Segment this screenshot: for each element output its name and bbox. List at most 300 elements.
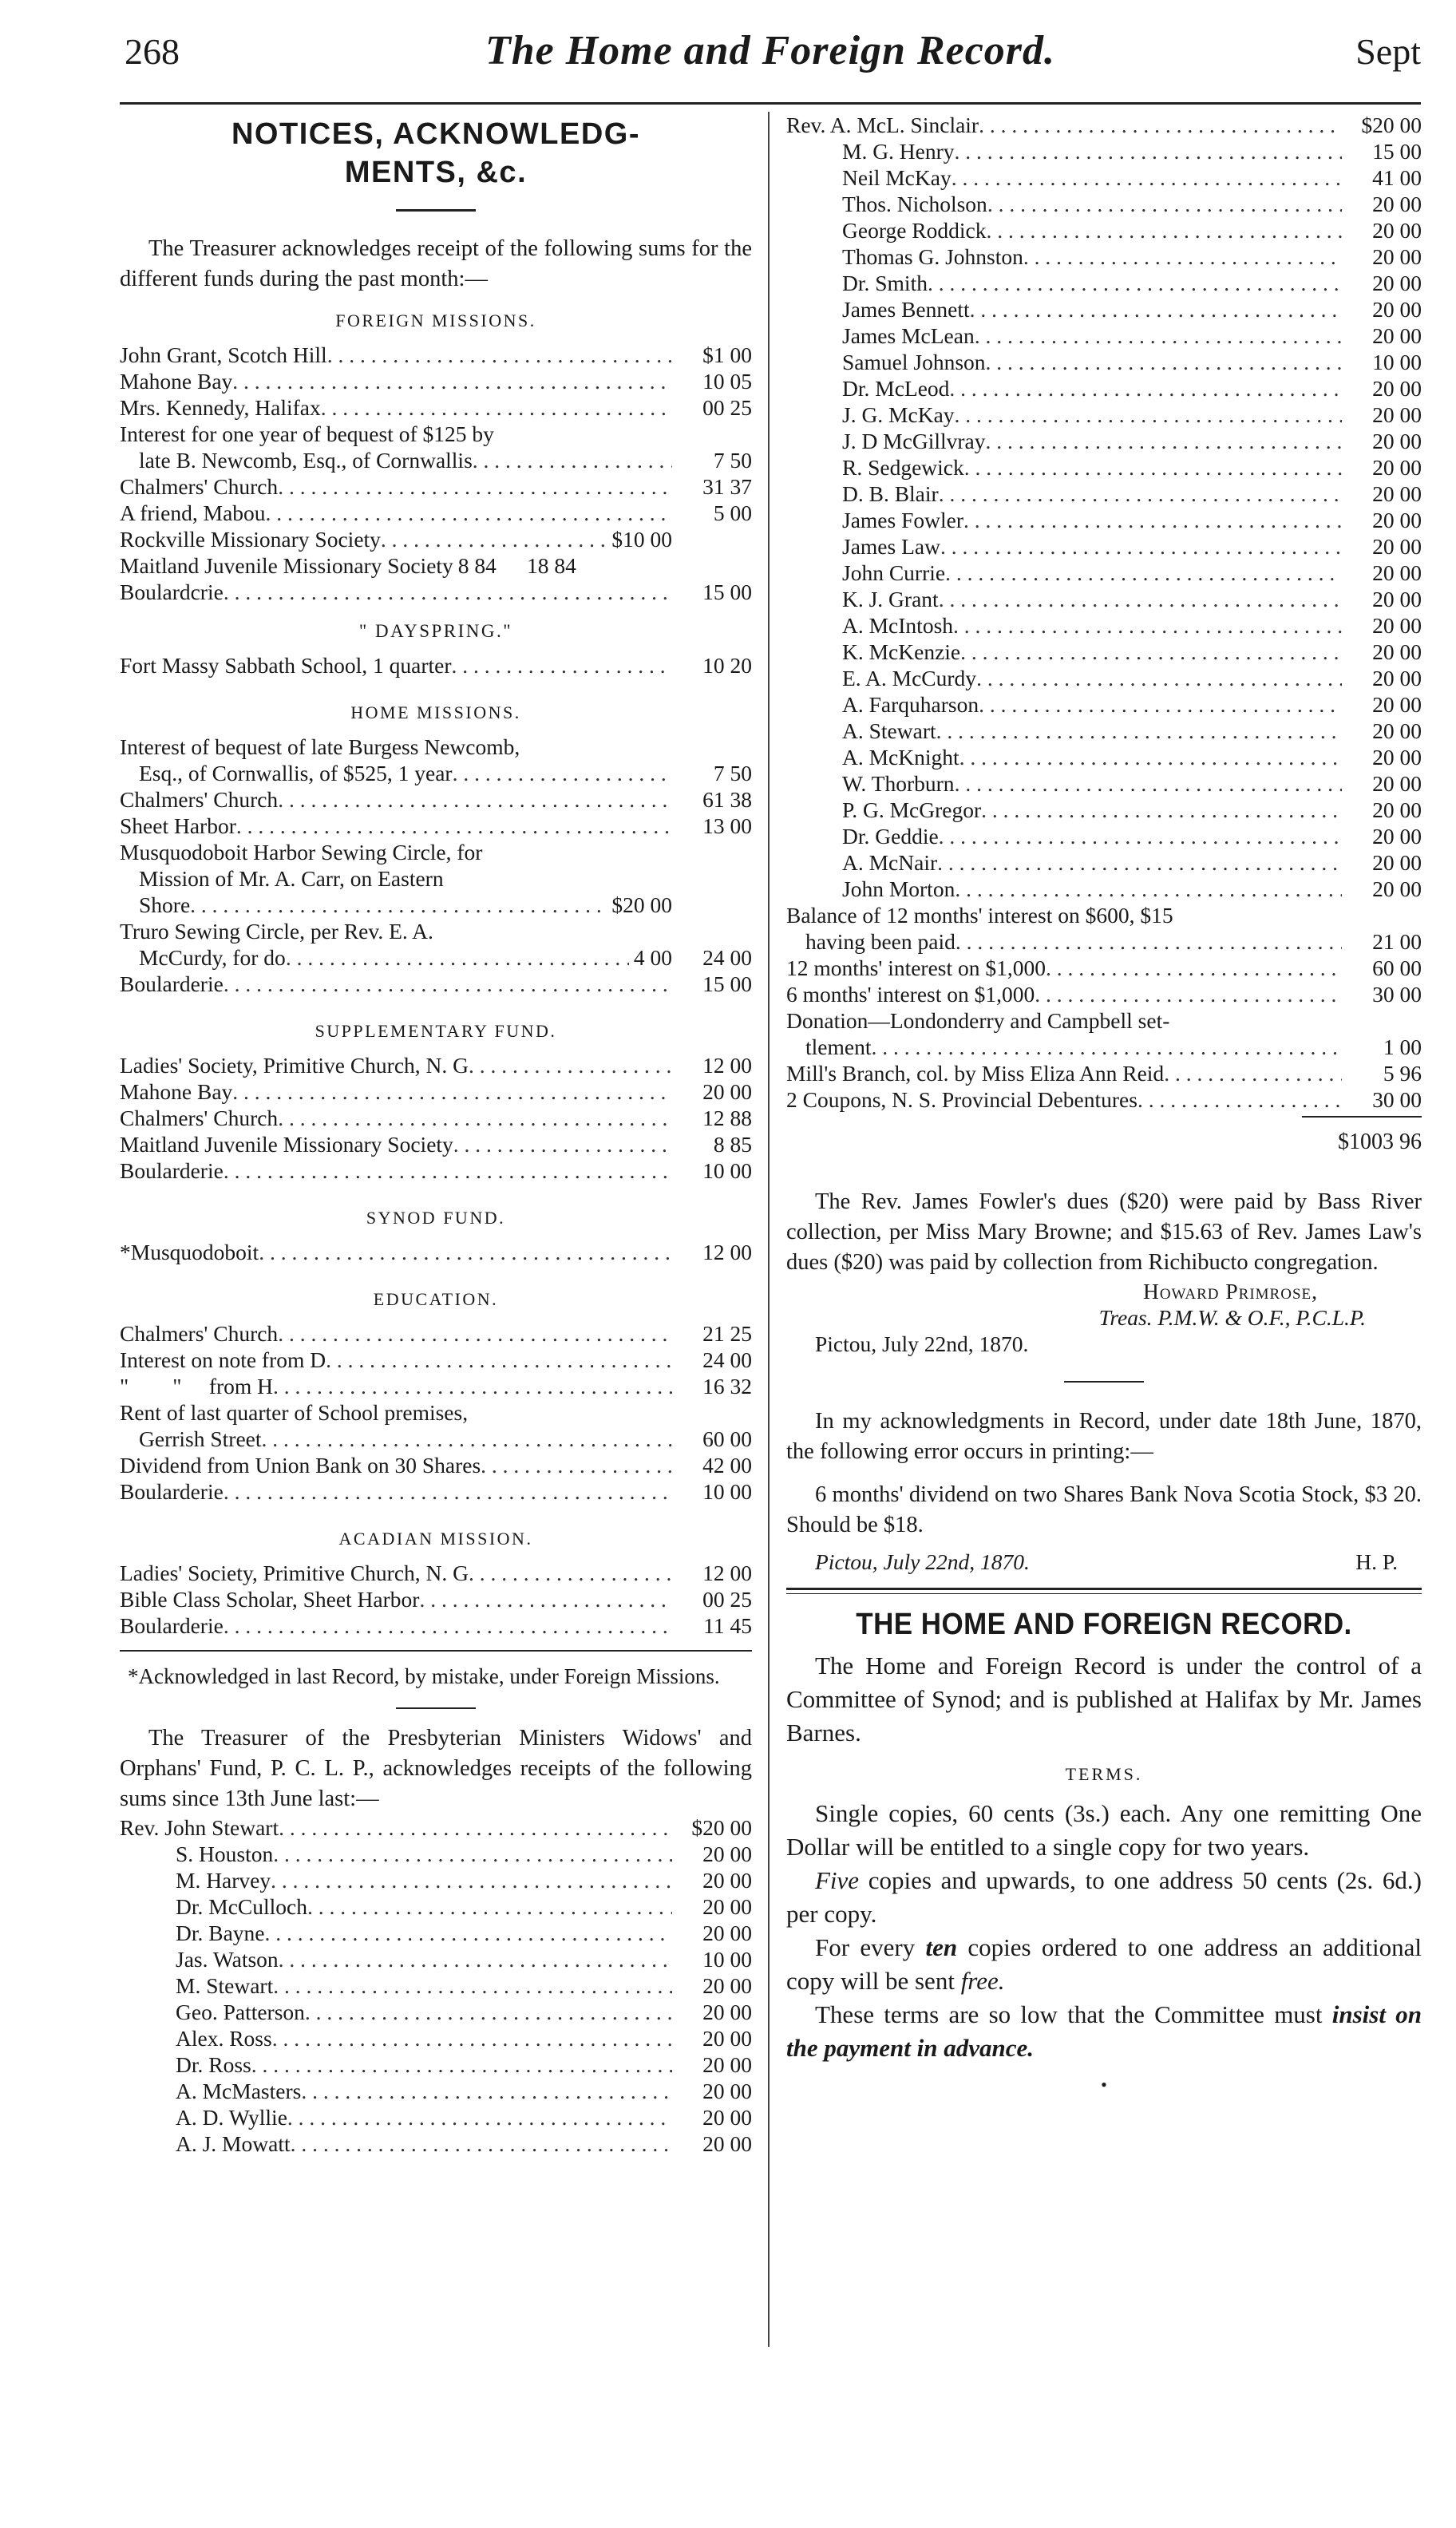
ledger-amount: 20 00 xyxy=(702,1079,752,1104)
leader-dots xyxy=(262,1426,673,1452)
ledger-amount: 20 00 xyxy=(702,2000,752,2024)
leader-dots xyxy=(979,691,1342,718)
ledger-label: J. G. McKay xyxy=(842,402,955,427)
running-header xyxy=(120,24,1421,96)
ledger-amount: 20 00 xyxy=(1372,797,1422,822)
ledger-row xyxy=(120,526,752,552)
ledger-row xyxy=(120,1586,752,1612)
leader-dots xyxy=(287,2104,672,2130)
record-title: THE HOME AND FOREIGN RECORD. xyxy=(856,1608,1352,1641)
ledger-amount: 20 00 xyxy=(1372,718,1422,743)
ledger-amount: 20 00 xyxy=(1372,613,1422,638)
leader-dots xyxy=(453,1131,672,1157)
ledger-row xyxy=(120,760,752,786)
leader-dots xyxy=(266,500,672,526)
ledger-row xyxy=(786,665,1422,691)
ledger-amount: $20 00 xyxy=(691,1815,752,1840)
ledger-label: D. B. Blair xyxy=(842,481,939,506)
ledger-amount: 20 00 xyxy=(702,2052,752,2077)
ledger-amount: 20 00 xyxy=(1372,560,1422,585)
leader-dots xyxy=(469,1560,672,1586)
ledger-label: Esq., of Cornwallis, of $525, 1 year xyxy=(139,761,453,785)
ledger-label: W. Thorburn xyxy=(842,771,955,796)
ledger-amount: 20 00 xyxy=(702,2079,752,2103)
ledger-amount: 20 00 xyxy=(1372,534,1422,559)
ledger-label: Alex. Ross xyxy=(176,2026,272,2051)
ledger-amount: $20 00 xyxy=(1361,113,1422,137)
ledger-label: John Grant, Scotch Hill xyxy=(120,342,327,367)
ledger-row xyxy=(786,296,1422,322)
ledger-label: James Fowler xyxy=(842,508,963,532)
end-mark: • xyxy=(1101,2075,1107,2095)
ledger-row xyxy=(786,164,1422,191)
ledger-row xyxy=(120,1972,752,1999)
leader-dots xyxy=(940,533,1342,560)
ledger-row xyxy=(786,691,1422,718)
widows-fund-list-left xyxy=(120,1814,752,2157)
column-divider xyxy=(768,112,770,2347)
ledger-row xyxy=(120,1157,752,1184)
leader-dots xyxy=(949,375,1342,402)
leader-dots xyxy=(278,1105,672,1131)
ledger-row xyxy=(120,652,752,678)
ledger-label: Gerrish Street xyxy=(139,1426,262,1451)
leader-dots xyxy=(278,473,672,500)
ledger-amount: 10 05 xyxy=(702,369,752,394)
ledger-amount: 10 00 xyxy=(702,1479,752,1504)
ledger-amount: 8 85 xyxy=(713,1132,752,1157)
leader-dots xyxy=(224,1612,672,1639)
ledger-amount: 21 00 xyxy=(1372,929,1422,954)
ledger-row xyxy=(120,786,752,813)
leader-dots xyxy=(305,1999,672,2025)
ledger-amount: 20 00 xyxy=(1372,481,1422,506)
ledger-label: Boularderie xyxy=(120,971,224,996)
ledger-amount: 18 84 xyxy=(527,553,576,578)
leader-dots xyxy=(273,1373,672,1399)
terms-p4-text: These terms are so low that the Committee must xyxy=(815,2000,1332,2028)
leader-dots xyxy=(953,612,1342,639)
acadian-mission-heading: ACADIAN MISSION. xyxy=(338,1529,533,1549)
acadian-mission-list xyxy=(120,1560,752,1639)
leader-dots xyxy=(986,349,1342,375)
ledger-amount: 20 00 xyxy=(1372,587,1422,611)
leader-dots xyxy=(271,1867,672,1893)
leader-dots xyxy=(952,164,1342,191)
ledger-subamount: 8 84 xyxy=(457,553,497,578)
ledger-label: A. McIntosh xyxy=(842,613,954,638)
ledger-row xyxy=(120,1893,752,1920)
ledger-label: Chalmers' Church xyxy=(120,1321,279,1346)
ledger-amount: 20 00 xyxy=(1372,376,1422,401)
ledger-row xyxy=(120,447,752,473)
ledger-amount: 20 00 xyxy=(702,1921,752,1945)
ledger-label: McCurdy, for do xyxy=(139,945,286,970)
ledger-amount: 12 88 xyxy=(702,1106,752,1130)
ledger-amount: 21 25 xyxy=(702,1321,752,1346)
footnote-rule xyxy=(120,1650,752,1652)
ledger-label: Mahone Bay xyxy=(120,1079,233,1104)
home-missions-list xyxy=(120,734,752,997)
ledger-amount: 20 00 xyxy=(1372,508,1422,532)
treasurer-intro: The Treasurer acknowledges receipt of the following sums for the different funds during the past month:— xyxy=(120,236,752,291)
ledger-label: Bible Class Scholar, Sheet Harbor xyxy=(120,1587,420,1612)
terms-p3-emph-2: free. xyxy=(960,1967,1005,1995)
ledger-amount: 30 00 xyxy=(1372,1087,1422,1112)
ledger-amount: 00 25 xyxy=(702,1587,752,1612)
ledger-row xyxy=(786,849,1422,876)
ledger-row xyxy=(120,552,752,579)
ledger-label: James Bennett xyxy=(842,297,970,322)
leader-dots xyxy=(960,639,1342,665)
ledger-label: A. McNair xyxy=(842,850,938,875)
ledger-amount: 20 00 xyxy=(702,1842,752,1866)
ledger-label: Mrs. Kennedy, Halifax xyxy=(120,395,321,420)
section-rule xyxy=(396,1707,476,1709)
ledger-row xyxy=(786,270,1422,296)
ledger-label: Dr. McLeod xyxy=(842,376,950,401)
ledger-amount: 7 50 xyxy=(713,448,752,473)
notices-heading xyxy=(120,115,752,192)
ledger-amount: 10 00 xyxy=(1372,350,1422,374)
ledger-row xyxy=(120,1814,752,1841)
ledger-label: Shore xyxy=(139,892,191,917)
ledger-row xyxy=(120,2078,752,2104)
ledger-label: Dr. McCulloch xyxy=(176,1894,307,1919)
ledger-label: Boularderie xyxy=(120,1613,224,1638)
terms-p2 xyxy=(786,1864,1422,1931)
dateline-2 xyxy=(786,1549,1422,1575)
leader-dots xyxy=(224,1157,672,1184)
ledger-label: A. McMasters xyxy=(176,2079,302,2103)
ledger-row xyxy=(786,586,1422,612)
leader-dots xyxy=(278,1320,672,1347)
ledger-label: James McLean xyxy=(842,323,975,348)
ledger-amount: 41 00 xyxy=(1372,165,1422,190)
ledger-row xyxy=(120,918,752,944)
ledger-amount: 5 96 xyxy=(1383,1061,1422,1086)
signature-title: Treas. P.M.W. & O.F., P.C.L.P. xyxy=(1098,1305,1366,1330)
leader-dots xyxy=(871,1034,1342,1060)
leader-dots xyxy=(473,447,672,473)
ledger-amount: 10 00 xyxy=(702,1947,752,1972)
ledger-label: Interest on note from D xyxy=(120,1347,326,1372)
ledger-label: John Morton xyxy=(842,876,956,901)
terms-p2-emph: Five xyxy=(815,1866,860,1894)
notices-heading-line1: NOTICES, ACKNOWLEDG- xyxy=(231,117,640,151)
leader-dots xyxy=(419,1586,672,1612)
leader-dots xyxy=(963,507,1342,533)
section-rule xyxy=(396,209,476,212)
ledger-row xyxy=(120,1946,752,1972)
ledger-label: J. D McGillvray xyxy=(842,429,986,453)
ledger-row xyxy=(120,865,752,892)
terms-p4 xyxy=(786,1998,1422,2065)
ledger-row xyxy=(120,1867,752,1893)
ledger-label: Truro Sewing Circle, per Rev. E. A. xyxy=(120,919,433,944)
ledger-label: 6 months' interest on $1,000 xyxy=(786,982,1035,1007)
leader-dots xyxy=(939,823,1342,849)
ledger-amount: 20 00 xyxy=(1372,666,1422,690)
ledger-row xyxy=(120,2130,752,2157)
page-number: 268 xyxy=(125,31,180,72)
ledger-label: E. A. McCurdy xyxy=(842,666,977,690)
ledger-label: Fort Massy Sabbath School, 1 quarter xyxy=(120,653,452,678)
ledger-row xyxy=(120,1452,752,1478)
ledger-label: Neil McKay xyxy=(842,165,952,190)
foreign-missions-heading: FOREIGN MISSIONS. xyxy=(335,311,536,330)
journal-title: The Home and Foreign Record. xyxy=(485,28,1056,73)
ledger-row xyxy=(120,2025,752,2051)
ledger-row xyxy=(786,902,1422,928)
ledger-amount: 7 50 xyxy=(713,761,752,785)
leader-dots xyxy=(286,944,629,971)
ledger-row xyxy=(786,349,1422,375)
terms-p4-emph: insist on the payment in advance. xyxy=(786,2000,1422,2062)
leader-dots xyxy=(321,394,672,421)
leader-dots xyxy=(279,1814,672,1841)
leader-dots xyxy=(224,579,672,605)
leader-dots xyxy=(301,2078,672,2104)
ledger-row xyxy=(120,839,752,865)
ledger-subamount: 4 00 xyxy=(633,945,672,970)
ledger-label: Rockville Missionary Society xyxy=(120,527,381,552)
widows-fund-total: $1003 96 xyxy=(1338,1129,1422,1154)
leader-dots xyxy=(224,1478,672,1505)
leader-dots xyxy=(979,112,1342,138)
ledger-row xyxy=(120,579,752,605)
ledger-amount: 20 00 xyxy=(1372,429,1422,453)
ledger-amount: 12 00 xyxy=(702,1240,752,1264)
ledger-label: Dr. Geddie xyxy=(842,824,939,849)
terms-p3-text-b: copies ordered to one address an additional copy will be sent xyxy=(786,1933,1422,1995)
leader-dots xyxy=(232,1078,672,1105)
ledger-label: R. Sedgewick xyxy=(842,455,964,480)
ledger-label: M. G. Henry xyxy=(842,139,955,164)
leader-dots xyxy=(381,526,607,552)
ledger-row xyxy=(120,1478,752,1505)
error-note: In my acknowledgments in Record, under date 18th June, 1870, the following error occurs in printing:— xyxy=(786,1409,1422,1464)
ledger-row xyxy=(120,500,752,526)
ledger-row xyxy=(786,770,1422,797)
leader-dots xyxy=(259,1239,672,1265)
ledger-amount: 13 00 xyxy=(702,813,752,838)
notices-heading-line2: MENTS, &c. xyxy=(344,156,528,189)
ledger-label: M. Stewart xyxy=(176,1973,274,1998)
ledger-label: Sheet Harbor xyxy=(120,813,236,838)
ledger-label: A. Farquharson xyxy=(842,692,979,717)
ledger-label: " " from H xyxy=(120,1374,274,1399)
ledger-amount: 20 00 xyxy=(702,2026,752,2051)
ledger-label: Jas. Watson xyxy=(176,1947,279,1972)
ledger-row xyxy=(786,481,1422,507)
leader-dots xyxy=(1046,955,1342,981)
right-column xyxy=(786,112,1422,2098)
ledger-row xyxy=(120,1078,752,1105)
leader-dots xyxy=(981,797,1342,823)
leader-dots xyxy=(236,813,672,839)
leader-dots xyxy=(453,760,672,786)
leader-dots xyxy=(928,270,1342,296)
ledger-row xyxy=(120,1399,752,1426)
ledger-amount: 20 00 xyxy=(1372,876,1422,901)
ledger-row xyxy=(786,1086,1422,1113)
leader-dots xyxy=(970,296,1342,322)
ledger-amount: 15 00 xyxy=(1372,139,1422,164)
ledger-label: Chalmers' Church xyxy=(120,787,279,812)
ledger-amount: 42 00 xyxy=(702,1453,752,1478)
ledger-amount: 20 00 xyxy=(702,1973,752,1998)
leader-dots xyxy=(956,928,1342,955)
ledger-row xyxy=(786,428,1422,454)
leader-dots xyxy=(273,1841,672,1867)
ledger-label: Maitland Juvenile Missionary Society xyxy=(120,1132,453,1157)
leader-dots xyxy=(959,744,1342,770)
ledger-label: K. J. Grant xyxy=(842,587,939,611)
ledger-row xyxy=(786,560,1422,586)
ledger-label: having been paid xyxy=(805,929,956,954)
record-intro: The Home and Foreign Record is under the control of a Committee of Synod; and is published at Halifax by Mr. James Barnes. xyxy=(786,1652,1422,1747)
leader-dots xyxy=(481,1452,672,1478)
ledger-row xyxy=(786,217,1422,243)
terms-p3-emph: ten xyxy=(925,1933,958,1961)
signature-name: Howard Primrose, xyxy=(1142,1279,1318,1304)
ledger-amount: 12 00 xyxy=(702,1053,752,1078)
leader-dots xyxy=(939,586,1342,612)
dateline: Pictou, July 22nd, 1870. xyxy=(815,1331,1029,1356)
ledger-row xyxy=(120,2104,752,2130)
leader-dots xyxy=(224,971,672,997)
ledger-row xyxy=(120,1560,752,1586)
ledger-label: Mill's Branch, col. by Miss Eliza Ann Reid xyxy=(786,1061,1165,1086)
ledger-row xyxy=(120,971,752,997)
ledger-amount: 20 00 xyxy=(1372,692,1422,717)
ledger-label: tlement xyxy=(805,1035,872,1059)
ledger-row xyxy=(786,112,1422,138)
ledger-amount: 20 00 xyxy=(1372,455,1422,480)
leader-dots xyxy=(936,718,1342,744)
ledger-row xyxy=(120,1105,752,1131)
ledger-label: Boularderie xyxy=(120,1479,224,1504)
leader-dots xyxy=(955,876,1342,902)
leader-dots xyxy=(1023,243,1342,270)
leader-dots xyxy=(1035,981,1342,1007)
error-detail: 6 months' dividend on two Shares Bank Nova Scotia Stock, $3 20. Should be $18. xyxy=(786,1482,1422,1537)
ledger-label: Rent of last quarter of School premises, xyxy=(120,1400,469,1425)
ledger-label: Rev. John Stewart xyxy=(120,1815,279,1840)
ledger-amount: 20 00 xyxy=(1372,850,1422,875)
ledger-amount: 24 00 xyxy=(702,1347,752,1372)
leader-dots xyxy=(1138,1086,1342,1113)
ledger-label: Dr. Smith xyxy=(842,271,928,295)
ledger-amount: 00 25 xyxy=(702,395,752,420)
ledger-row xyxy=(786,1007,1422,1034)
terms-p3 xyxy=(786,1931,1422,1998)
ledger-row xyxy=(120,394,752,421)
education-heading: EDUCATION. xyxy=(373,1289,499,1309)
leader-dots xyxy=(937,849,1342,876)
ledger-row xyxy=(786,322,1422,349)
ledger-label: 2 Coupons, N. S. Provincial Debentures xyxy=(786,1087,1138,1112)
ledger-label: K. McKenzie xyxy=(842,639,961,664)
home-missions-heading: HOME MISSIONS. xyxy=(350,702,521,722)
ledger-amount: 20 00 xyxy=(1372,218,1422,243)
ledger-row xyxy=(786,454,1422,481)
ledger-row xyxy=(120,944,752,971)
ledger-amount: 20 00 xyxy=(702,2131,752,2156)
leader-dots xyxy=(955,770,1342,797)
supplementary-fund-heading: SUPPLEMENTARY FUND. xyxy=(315,1021,557,1041)
ledger-row xyxy=(786,1060,1422,1086)
double-rule-bottom xyxy=(786,1593,1422,1594)
ledger-row xyxy=(120,1347,752,1373)
ledger-label: Mahone Bay xyxy=(120,369,233,394)
synod-fund-heading: SYNOD FUND. xyxy=(366,1208,506,1228)
leader-dots xyxy=(955,138,1342,164)
leader-dots xyxy=(939,481,1342,507)
ledger-row xyxy=(120,342,752,368)
foreign-missions-list xyxy=(120,342,752,605)
leader-dots xyxy=(452,652,672,678)
leader-dots xyxy=(955,402,1342,428)
left-column xyxy=(120,112,752,2157)
ledger-amount: 15 00 xyxy=(702,971,752,996)
ledger-row xyxy=(120,1999,752,2025)
ledger-label: A. McKnight xyxy=(842,745,959,769)
education-list xyxy=(120,1320,752,1505)
ledger-label: A. Stewart xyxy=(842,718,936,743)
ledger-row xyxy=(120,1320,752,1347)
terms-p1: Single copies, 60 cents (3s.) each. Any one remitting One Dollar will be entitled to a single copy for two years. xyxy=(786,1799,1422,1861)
ledger-row xyxy=(786,402,1422,428)
fowler-note: The Rev. James Fowler's dues ($20) were paid by Bass River collection, per Miss Mary Browne; and $15.63 of Rev. James Law's dues ($20) was paid by collection from Richibucto congregation. xyxy=(786,1189,1422,1275)
leader-dots xyxy=(975,322,1342,349)
initials: H. P. xyxy=(1355,1549,1398,1574)
ledger-amount: 16 32 xyxy=(702,1374,752,1399)
leader-dots xyxy=(291,2130,672,2157)
leader-dots xyxy=(307,1893,672,1920)
ledger-label: A friend, Mabou xyxy=(120,500,266,525)
ledger-label: Rev. A. McL. Sinclair xyxy=(786,113,979,137)
ledger-label: Thomas G. Johnston xyxy=(842,244,1023,269)
leader-dots xyxy=(469,1052,672,1078)
leader-dots xyxy=(232,368,672,394)
ledger-row xyxy=(120,1426,752,1452)
ledger-row xyxy=(120,1373,752,1399)
leader-dots xyxy=(986,428,1343,454)
ledger-row xyxy=(786,928,1422,955)
ledger-label: Geo. Patterson xyxy=(176,2000,305,2024)
ledger-row xyxy=(786,744,1422,770)
dayspring-heading: " DAYSPRING." xyxy=(358,621,513,641)
ledger-amount: 20 00 xyxy=(1372,271,1422,295)
ledger-amount: 60 00 xyxy=(1372,955,1422,980)
ledger-label: James Law xyxy=(842,534,940,559)
ledger-amount: 20 00 xyxy=(1372,192,1422,216)
dateline-2-text: Pictou, July 22nd, 1870. xyxy=(815,1549,1030,1574)
ledger-amount: 20 00 xyxy=(1372,323,1422,348)
ledger-amount: 31 37 xyxy=(702,474,752,499)
ledger-label: M. Harvey xyxy=(176,1868,271,1893)
ledger-row xyxy=(120,421,752,447)
ledger-amount: 11 45 xyxy=(703,1613,752,1638)
ledger-amount: 1 00 xyxy=(1383,1035,1422,1059)
ledger-row xyxy=(786,612,1422,639)
ledger-subamount: $10 00 xyxy=(611,527,672,552)
ledger-amount: 20 00 xyxy=(1372,244,1422,269)
ledger-label: Mission of Mr. A. Carr, on Eastern xyxy=(139,866,444,891)
ledger-row xyxy=(120,892,752,918)
